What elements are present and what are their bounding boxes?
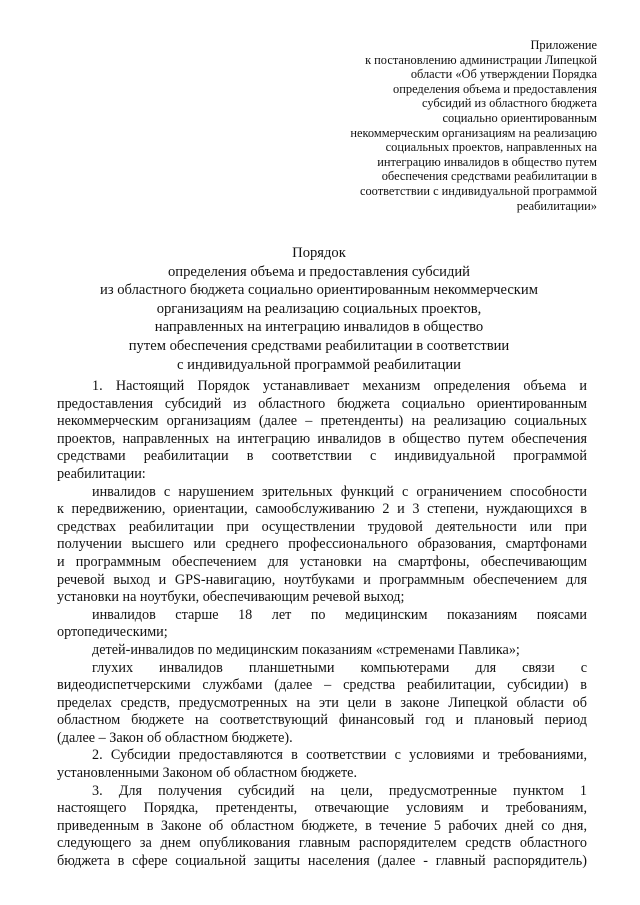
title-line: определения объема и предоставления субсидий	[167, 263, 470, 280]
body-line: 3. Для получения субсидий на цели, предусмотренные пунктом 1	[92, 782, 587, 799]
document-title	[60, 244, 578, 374]
body-line: 1. Настоящий Порядок устанавливает механизм определения объема и	[92, 378, 587, 394]
body-line: средствах реабилитации при осуществлении трудовой деятельности или при	[57, 518, 587, 535]
appendix-line: некоммерческим организациям на реализацию	[350, 125, 597, 140]
body-line: бюджета в сфере социальной защиты населения (далее - главный распорядитель)	[57, 853, 587, 870]
title-line: путем обеспечения средствами реабилитации в соответствии	[128, 337, 510, 354]
body-line: ортопедическими;	[57, 624, 168, 641]
title-heading: Порядок	[292, 245, 346, 261]
title-line: с индивидуальной программой реабилитации	[177, 356, 461, 373]
document-body	[57, 378, 587, 871]
appendix-line: области «Об утверждении Порядка	[410, 67, 597, 82]
appendix-line: определения объема и предоставления	[393, 81, 597, 96]
title-line: организациям на реализацию социальных проектов,	[156, 300, 482, 317]
body-line: предоставления субсидий из областного бюджета социально ориентированным	[57, 395, 587, 412]
appendix-line: реабилитации»	[516, 198, 597, 213]
body-line: инвалидов старше 18 лет по медицинским показаниям поясами	[92, 606, 587, 623]
appendix-line: субсидий из областного бюджета	[422, 96, 597, 111]
body-line: проектов, направленных на интеграцию инвалидов в общество путем обеспечения	[57, 430, 587, 447]
appendix-line: социальных проектов, направленных на	[385, 140, 597, 155]
body-line: настоящего Порядка, претенденты, отвечающие условиям и требованиям,	[57, 800, 587, 817]
appendix-header	[297, 38, 597, 213]
body-line: инвалидов с нарушением зрительных функций с ограничением способности	[92, 483, 587, 500]
appendix-line: интеграцию инвалидов в общество путем	[377, 154, 597, 169]
body-line: и программным обеспечением для установки на смартфоны, обеспечивающим	[57, 553, 587, 570]
body-line: средствами реабилитации в соответствии с индивидуальной программой	[57, 448, 587, 465]
body-line: видеодиспетчерскими службами (далее – средства реабилитации, субсидии) в	[57, 677, 587, 694]
body-line: детей-инвалидов по медицинским показаниям «стременами Павлика»;	[92, 641, 520, 658]
body-line: глухих инвалидов планшетными компьютерами для связи с	[92, 659, 587, 676]
body-line: областном бюджете на соответствующий финансовый год и плановый период	[57, 712, 587, 729]
title-line: направленных на интеграцию инвалидов в общество	[154, 319, 484, 336]
body-line: получении высшего или среднего профессионального образования, смартфонами	[57, 536, 587, 553]
body-line: установленными Законом об областном бюджете.	[57, 765, 357, 782]
body-line: речевой выход и GPS-навигацию, ноутбуками и программным обеспечением для	[57, 571, 587, 588]
body-line: реабилитации:	[57, 465, 146, 482]
appendix-line: соответствии с индивидуальной программой	[359, 183, 597, 198]
appendix-line: Приложение	[530, 38, 597, 52]
body-line: установки на ноутбуки, обеспечивающим речевой выход;	[57, 589, 405, 606]
body-line: пределах средств, предусмотренных на эти цели в законе Липецкой области об	[57, 694, 587, 711]
body-line: следующего за днем опубликования главным распорядителем средств областного	[57, 835, 587, 852]
body-line: приведенным в Законе об областном бюджете, в течение 5 рабочих дней со дня,	[57, 817, 587, 834]
body-line: некоммерческим организациям (далее – претенденты) на реализацию социальных	[57, 413, 587, 430]
appendix-line: обеспечения средствами реабилитации в	[381, 169, 597, 184]
body-line: к передвижению, ориентации, самообслуживанию 2 и 3 степени, нуждающихся в	[57, 501, 587, 518]
title-line: из областного бюджета социально ориентированным некоммерческим	[100, 282, 538, 299]
appendix-line: социально ориентированным	[442, 110, 597, 125]
appendix-line: к постановлению администрации Липецкой	[365, 52, 597, 67]
body-line: (далее – Закон об областном бюджете).	[57, 729, 293, 746]
body-line: 2. Субсидии предоставляются в соответствии с условиями и требованиями,	[92, 747, 587, 764]
